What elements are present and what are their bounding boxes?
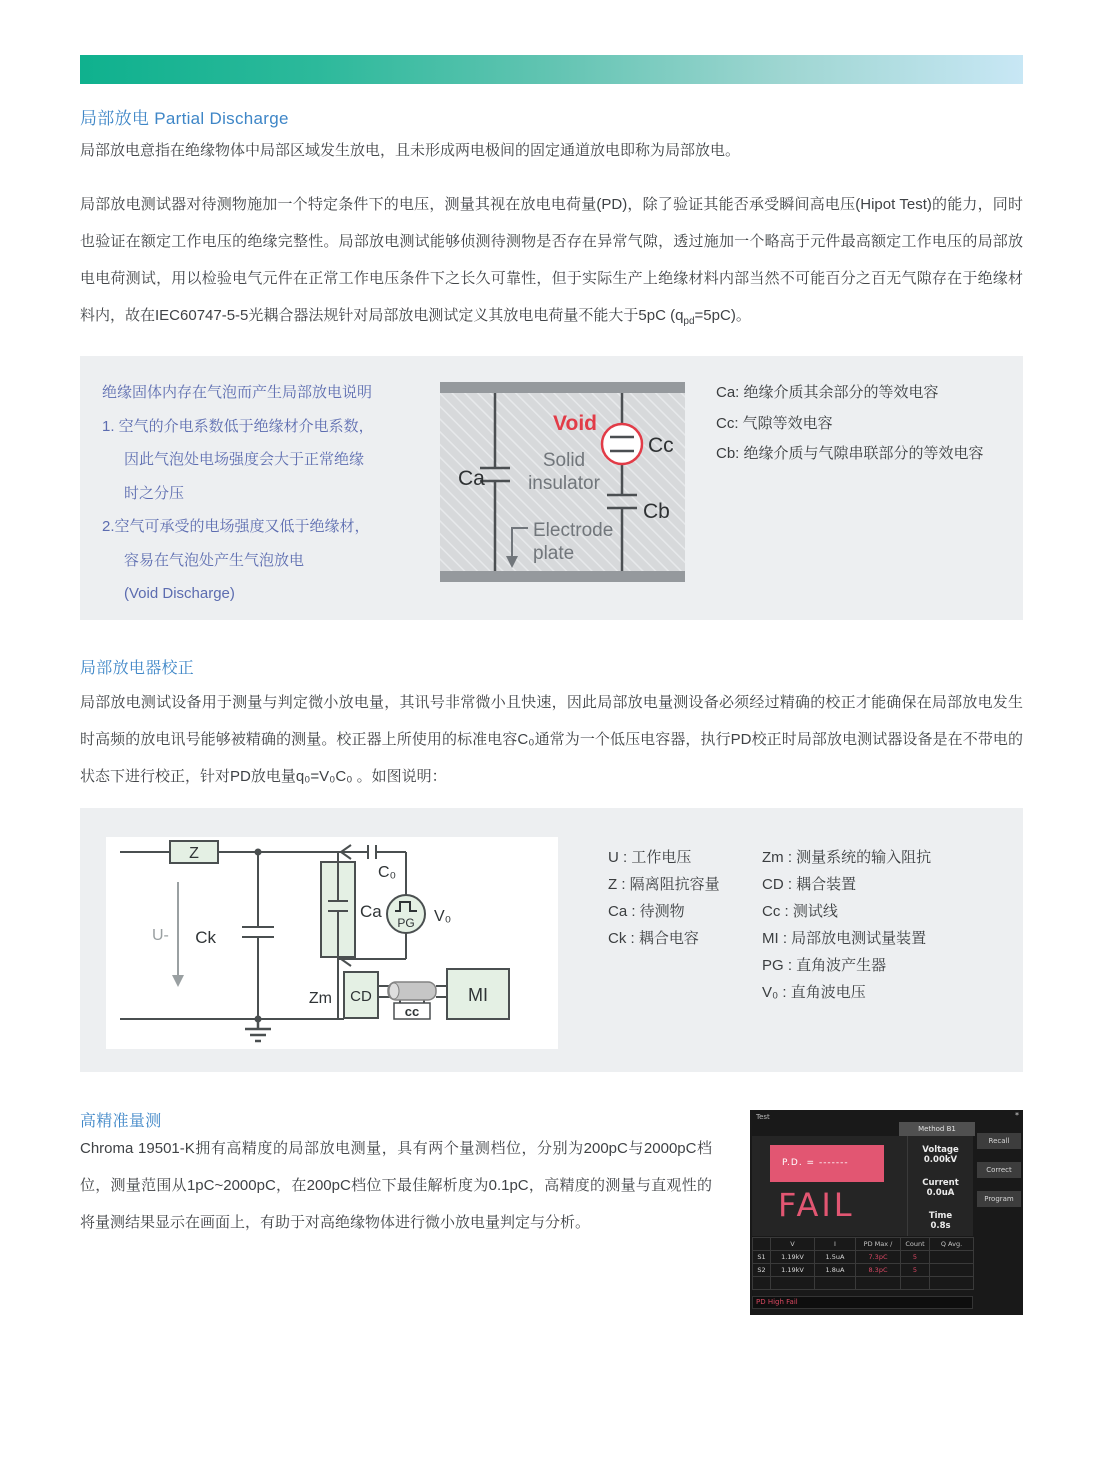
void-line-5: 2.空气可承受的电场强度又低于绝缘材， — [102, 518, 370, 535]
tab-method-b1: Method B1 — [899, 1122, 975, 1136]
legend-cd: CD : 耦合装置 — [762, 876, 857, 893]
legend-ck: Ck : 耦合电容 — [608, 930, 699, 947]
node-top — [255, 849, 262, 856]
label-pg: PG — [397, 916, 415, 930]
ground-symbol — [245, 1019, 271, 1041]
col-pdmax: PD Max / — [856, 1238, 901, 1251]
circuit-diagram-card — [106, 837, 558, 1049]
void-legend-cc: Cc: 气隙等效电容 — [716, 414, 833, 432]
label-ca: Ca — [360, 902, 382, 921]
empty-v — [771, 1277, 815, 1290]
s2-q — [930, 1264, 974, 1277]
circuit-legend-left — [608, 844, 720, 952]
coax-cable-end — [389, 983, 399, 999]
paragraph-pd-test-tail: =5pC)。 — [694, 307, 751, 324]
void-legend — [716, 378, 984, 470]
col-qavg: Q Avg. — [930, 1238, 974, 1251]
col-count: Count — [901, 1238, 930, 1251]
current-value: 0.0uA — [926, 1188, 955, 1198]
table-header-row — [753, 1238, 974, 1251]
legend-z: Z : 隔离阻抗容量 — [608, 876, 720, 893]
subscript-qpd: pd — [683, 316, 695, 327]
void-bubble-circle — [602, 424, 642, 464]
label-cc: cc — [404, 1004, 420, 1019]
void-discharge-panel — [80, 356, 1023, 620]
void-legend-cb: Cb: 绝缘介质与气隙串联部分的等效电容 — [716, 445, 984, 462]
void-line-3: 因此气泡处电场强度会大于正常绝缘 — [124, 451, 365, 468]
time-value: 0.8s — [930, 1221, 951, 1231]
col-i: I — [815, 1238, 856, 1251]
paragraph-intro: 局部放电意指在绝缘物体中局部区域发生放电，且未形成两电极间的固定通道放电即称为局部放电。 — [80, 142, 741, 159]
empty-i — [815, 1277, 856, 1290]
empty-pd — [856, 1277, 901, 1290]
void-line-2: 1. 空气的介电系数低于绝缘材介电系数， — [102, 417, 374, 435]
label-void: Void — [553, 412, 597, 435]
label-cc: Cc — [648, 434, 674, 457]
instrument-screen — [750, 1110, 1023, 1315]
voltage-value: 0.00kV — [923, 1155, 958, 1165]
correct-button: Correct — [977, 1162, 1021, 1178]
label-zm: Zm — [308, 990, 332, 1007]
label-v0: V₀ — [434, 908, 452, 925]
void-line-4: 时之分压 — [124, 484, 185, 502]
label-ca: Ca — [458, 467, 485, 490]
s1-q — [930, 1251, 974, 1264]
legend-zm: Zm : 测量系统的输入阻抗 — [762, 849, 932, 866]
recall-button: Recall — [977, 1133, 1021, 1149]
measurement-panel — [752, 1136, 973, 1236]
legend-v0: V₀ : 直角波电压 — [762, 984, 866, 1001]
s2-id: S2 — [753, 1264, 771, 1277]
voltage-label: Voltage — [922, 1145, 959, 1155]
calibration-circuit-diagram — [106, 837, 558, 1049]
label-z: Z — [189, 845, 199, 862]
s1-id: S1 — [753, 1251, 771, 1264]
paragraph-pd-test-text: 局部放电测试器对待测物施加一个特定条件下的电压，测量其视在放电电荷量(PD)，除了验证其能否承受瞬间高电压(Hipot Test)的能力，同时也验证在额定工作电压的绝缘完整性。局部放电测试能够侦测待测物是否存在异常气隙，透过施加一个略高于元件最高额定工作电压的局部放电电荷测试，用以检验电气元件在正常工作电压条件下之长久可靠性，但于实际生产上绝缘材料内部当然不可能百分之百无气隙存在于绝缘材料内，故在IEC60747-5-5光耦合器法规针对局部放电测试定义其放电电荷量不能大于5pC (q — [80, 196, 1023, 324]
label-ck: Ck — [195, 928, 216, 947]
metrics-column — [907, 1136, 973, 1236]
table-row-s1 — [753, 1251, 974, 1264]
s1-count: 5 — [901, 1251, 930, 1264]
void-line-6: 容易在气泡处产生气泡放电 — [124, 551, 305, 569]
paragraph-calibration: 局部放电测试设备用于测量与判定微小放电量，其讯号非常微小且快速，因此局部放电量测设备必须经过精确的校正才能确保在局部放电发生时高频的放电讯号能够被精确的测量。校正器上所使用的标准电容C₀通常为一个低压电容器，执行PD校正时局部放电测试器设备是在不带电的状态下进行校正，针对PD放电量q₀=V₀C₀ 。如图说明： — [80, 694, 1023, 785]
screen-corner-indicator-icon: * — [1015, 1111, 1019, 1120]
circuit-legend-right — [762, 844, 931, 1006]
electrode-plate-top — [440, 382, 685, 393]
void-line-7: (Void Discharge) — [124, 585, 235, 602]
electrode-plate-bottom — [440, 571, 685, 582]
time-label: Time — [928, 1211, 953, 1221]
void-legend-ca: Ca: 绝缘介质其余部分的等效电容 — [716, 384, 939, 401]
label-u: U- — [152, 927, 169, 944]
fail-indicator: FAIL — [778, 1186, 855, 1224]
label-cb: Cb — [643, 500, 670, 523]
status-bar-pd-high-fail: PD High Fail — [752, 1296, 973, 1309]
empty-q — [930, 1277, 974, 1290]
table-row-empty — [753, 1277, 974, 1290]
calibration-circuit-panel — [80, 808, 1023, 1072]
screen-title: Test — [756, 1113, 770, 1121]
header-gradient-bar — [80, 55, 1023, 84]
s1-pd: 7.3pC — [856, 1251, 901, 1264]
u-arrow-head — [172, 975, 184, 987]
paragraph-pd-test — [80, 186, 1023, 340]
label-cd: CD — [350, 988, 372, 1005]
legend-u: U : 工作电压 — [608, 849, 692, 866]
label-plate: plate — [533, 543, 575, 564]
empty-count — [901, 1277, 930, 1290]
label-mi: MI — [468, 985, 488, 1005]
s2-count: 5 — [901, 1264, 930, 1277]
label-solid: Solid — [542, 450, 586, 471]
paragraph-precision: Chroma 19501-K拥有高精度的局部放电测量，具有两个量测档位，分别为200pC与2000pC档位，测量范围从1pC~2000pC，在200pC档位下最佳解析度为0.1pC，高精度的测量与直观性的将量测结果显示在画面上，有助于对高绝缘物体进行微小放电量判定与分析。 — [80, 1140, 712, 1231]
legend-mi: MI : 局部放电测试量装置 — [762, 930, 927, 947]
void-line-1: 绝缘固体内存在气泡而产生局部放电说明 — [102, 384, 373, 401]
section-title-partial-discharge: 局部放电 Partial Discharge — [80, 109, 289, 128]
result-table — [752, 1237, 974, 1290]
s1-v: 1.19kV — [771, 1251, 815, 1264]
label-insulator: insulator — [528, 473, 600, 494]
current-label: Current — [922, 1178, 959, 1188]
pd-readout-box: P.D. = ------- — [770, 1145, 884, 1182]
legend-cc: Cc : 测试线 — [762, 903, 838, 920]
section-title-precision: 高精准量测 — [80, 1113, 162, 1130]
s2-pd: 8.3pC — [856, 1264, 901, 1277]
legend-pg: PG : 直角波产生器 — [762, 957, 887, 974]
program-button: Program — [977, 1191, 1021, 1207]
col-blank — [753, 1238, 771, 1251]
s2-i: 1.8uA — [815, 1264, 856, 1277]
label-electrode: Electrode — [533, 520, 614, 541]
col-v: V — [771, 1238, 815, 1251]
void-explanation — [102, 376, 374, 611]
void-capacitor-diagram — [440, 382, 685, 582]
section-title-calibration: 局部放电器校正 — [80, 660, 195, 677]
empty-id — [753, 1277, 771, 1290]
s2-v: 1.19kV — [771, 1264, 815, 1277]
legend-ca: Ca : 待测物 — [608, 903, 685, 920]
label-c0: C₀ — [378, 864, 397, 881]
s1-i: 1.5uA — [815, 1251, 856, 1264]
table-row-s2 — [753, 1264, 974, 1277]
